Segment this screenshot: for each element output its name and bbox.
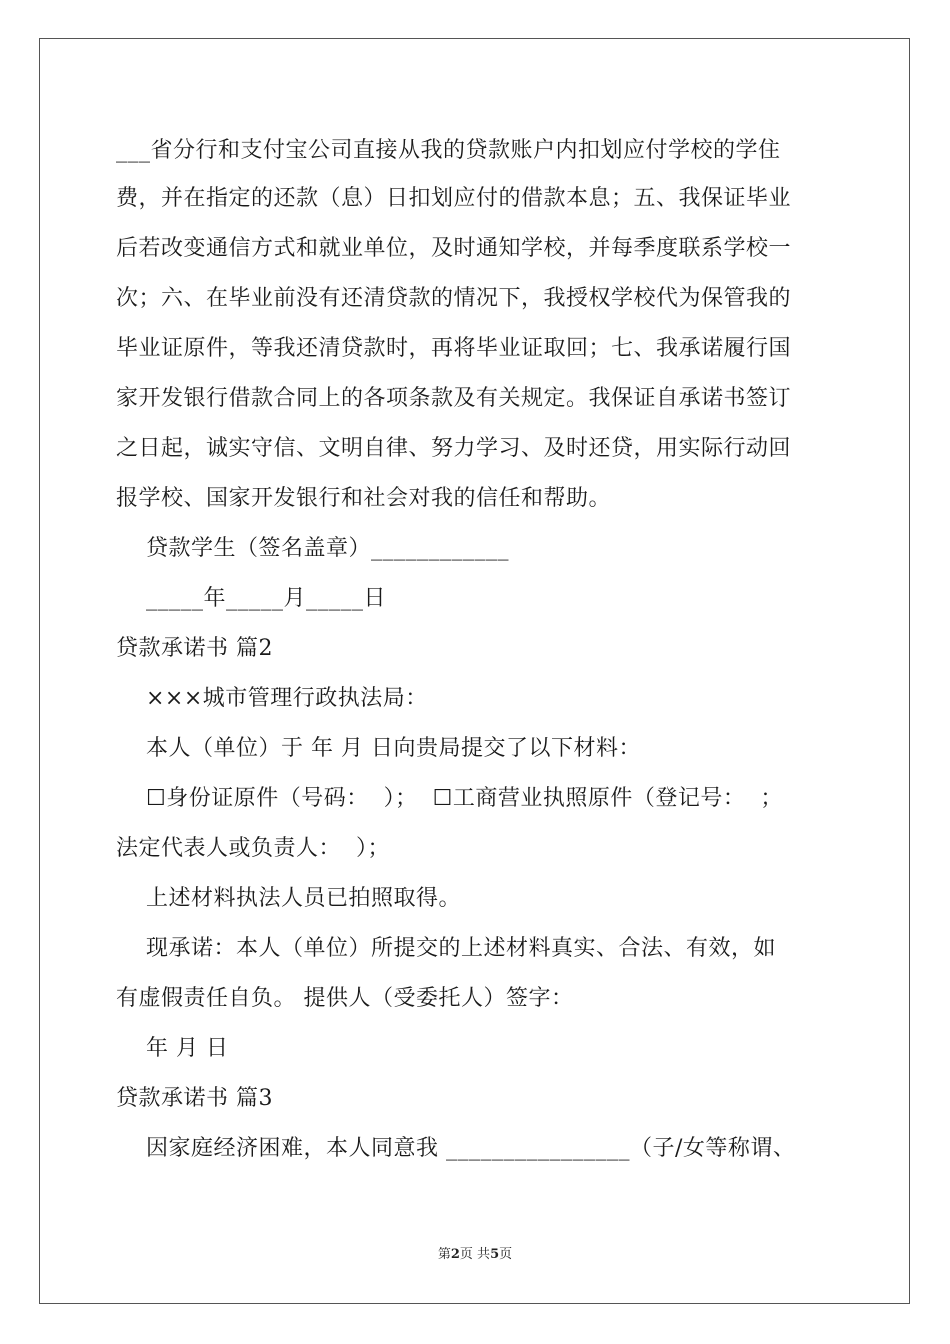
page-prefix: 第 bbox=[437, 1247, 451, 1262]
page-footer bbox=[0, 1246, 950, 1264]
body-line: 法定代表人或负责人： ）； bbox=[116, 836, 390, 861]
checkbox-line: ☐身份证原件（号码： ）； ☐工商营业执照原件（登记号： ； bbox=[116, 786, 783, 811]
page-border bbox=[39, 38, 910, 1304]
body-line: 本人（单位）于 年 月 日向贵局提交了以下材料： bbox=[116, 736, 641, 761]
body-line: 之日起，诚实守信、文明自律、努力学习、及时还贷，用实际行动回 bbox=[116, 436, 792, 461]
page-suffix: 页 bbox=[499, 1247, 513, 1262]
body-line: 因家庭经济困难，本人同意我 ________________（子/女等称谓、 bbox=[116, 1136, 796, 1161]
section-heading: 贷款承诺书 篇2 bbox=[116, 636, 273, 661]
body-line: 毕业证原件，等我还清贷款时，再将毕业证取回；七、我承诺履行国 bbox=[116, 336, 792, 361]
body-line: 后若改变通信方式和就业单位，及时通知学校，并每季度联系学校一 bbox=[116, 236, 792, 261]
page-current: 2 bbox=[450, 1247, 460, 1262]
body-line: 现承诺：本人（单位）所提交的上述材料真实、合法、有效，如 bbox=[116, 936, 776, 961]
body-line: 费，并在指定的还款（息）日扣划应付的借款本息；五、我保证毕业 bbox=[116, 186, 792, 211]
addressee-line: ×××城市管理行政执法局： bbox=[116, 686, 428, 711]
body-line: 家开发银行借款合同上的各项条款及有关规定。我保证自承诺书签订 bbox=[116, 386, 792, 411]
signature-line: 贷款学生（签名盖章）____________ bbox=[116, 536, 509, 561]
body-line: 有虚假责任自负。 提供人（受委托人）签字： bbox=[116, 986, 574, 1011]
body-line: ___省分行和支付宝公司直接从我的贷款账户内扣划应付学校的学住 bbox=[116, 138, 781, 163]
body-line: 上述材料执法人员已拍照取得。 bbox=[116, 886, 461, 911]
page-total: 5 bbox=[490, 1247, 500, 1262]
body-line: 次；六、在毕业前没有还清贷款的情况下，我授权学校代为保管我的 bbox=[116, 286, 792, 311]
date-line: 年 月 日 bbox=[116, 1036, 229, 1061]
page-middle: 页 共 bbox=[459, 1247, 491, 1262]
date-line: _____年_____月_____日 bbox=[116, 586, 386, 611]
body-line: 报学校、国家开发银行和社会对我的信任和帮助。 bbox=[116, 486, 612, 511]
section-heading: 贷款承诺书 篇3 bbox=[116, 1086, 273, 1111]
